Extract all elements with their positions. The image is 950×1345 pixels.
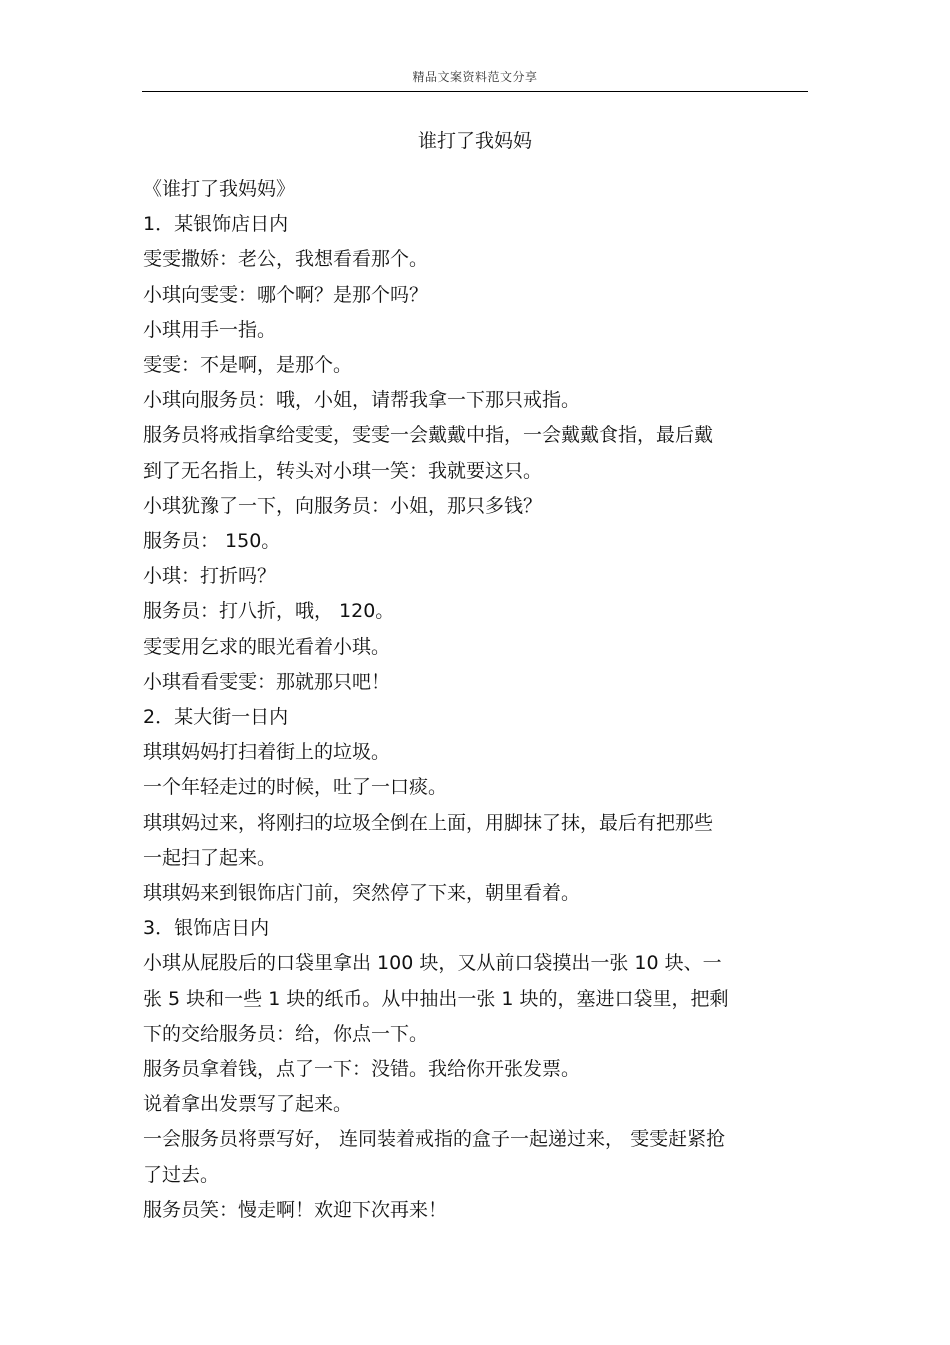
header-divider [142,91,808,92]
text-line: 服务员笑：慢走啊！欢迎下次再来！ [143,1198,448,1221]
text-line: 到了无名指上，转头对小琪一笑：我就要这只。 [143,459,543,482]
text-line: 小琪看看雯雯：那就那只吧！ [143,670,391,693]
text-line: 琪琪妈过来，将刚扫的垃圾全倒在上面，用脚抹了抹，最后有把那些 [143,811,714,834]
text-line: 一会服务员将票写好， 连同装着戒指的盒子一起递过来， 雯雯赶紧抢 [143,1128,726,1151]
document-title: 谁打了我妈妈 [417,130,532,152]
text-line: 小琪犹豫了一下，向服务员：小姐，那只多钱？ [143,494,543,517]
text-line: 雯雯撒娇：老公，我想看看那个。 [143,248,429,271]
text-line: 雯雯：不是啊，是那个。 [143,354,353,377]
text-line: 了过去。 [143,1163,220,1186]
text-line: 服务员将戒指拿给雯雯，雯雯一会戴戴中指，一会戴戴食指，最后戴 [143,424,714,447]
text-line: 《谁打了我妈妈》 [143,178,296,200]
text-line: 一个年轻走过的时候，吐了一口痰。 [143,776,448,799]
text-line: 一起扫了起来。 [143,846,277,869]
document-body [143,172,808,1228]
text-line: 小琪向雯雯：哪个啊？是那个吗？ [143,283,429,306]
text-line: 3．银饰店日内 [143,917,270,940]
text-line: 张 5 块和一些 1 块的纸币。从中抽出一张 1 块的，塞进口袋里，把剩 [143,987,729,1010]
page-header: 精品文案资料范文分享 [412,70,538,84]
text-line: 下的交给服务员：给，你点一下。 [143,1022,429,1045]
text-line: 琪琪妈妈打扫着街上的垃圾。 [143,741,391,764]
text-line: 2．某大街一日内 [143,706,289,729]
text-line: 小琪从屁股后的口袋里拿出 100 块，又从前口袋摸出一张 10 块、一 [143,952,722,975]
text-line: 雯雯用乞求的眼光看着小琪。 [143,635,391,658]
text-line: 服务员拿着钱，点了一下：没错。我给你开张发票。 [143,1058,581,1081]
text-line: 琪琪妈来到银饰店门前，突然停了下来，朝里看着。 [143,882,581,905]
text-line: 说着拿出发票写了起来。 [143,1093,353,1116]
text-line: 服务员： 150。 [143,530,281,553]
text-line: 1．某银饰店日内 [143,213,289,236]
text-line: 服务员：打八折，哦， 120。 [143,600,395,623]
text-line: 小琪向服务员：哦，小姐，请帮我拿一下那只戒指。 [143,389,581,412]
text-line: 小琪用手一指。 [143,318,277,341]
text-line: 小琪：打折吗？ [143,565,277,588]
